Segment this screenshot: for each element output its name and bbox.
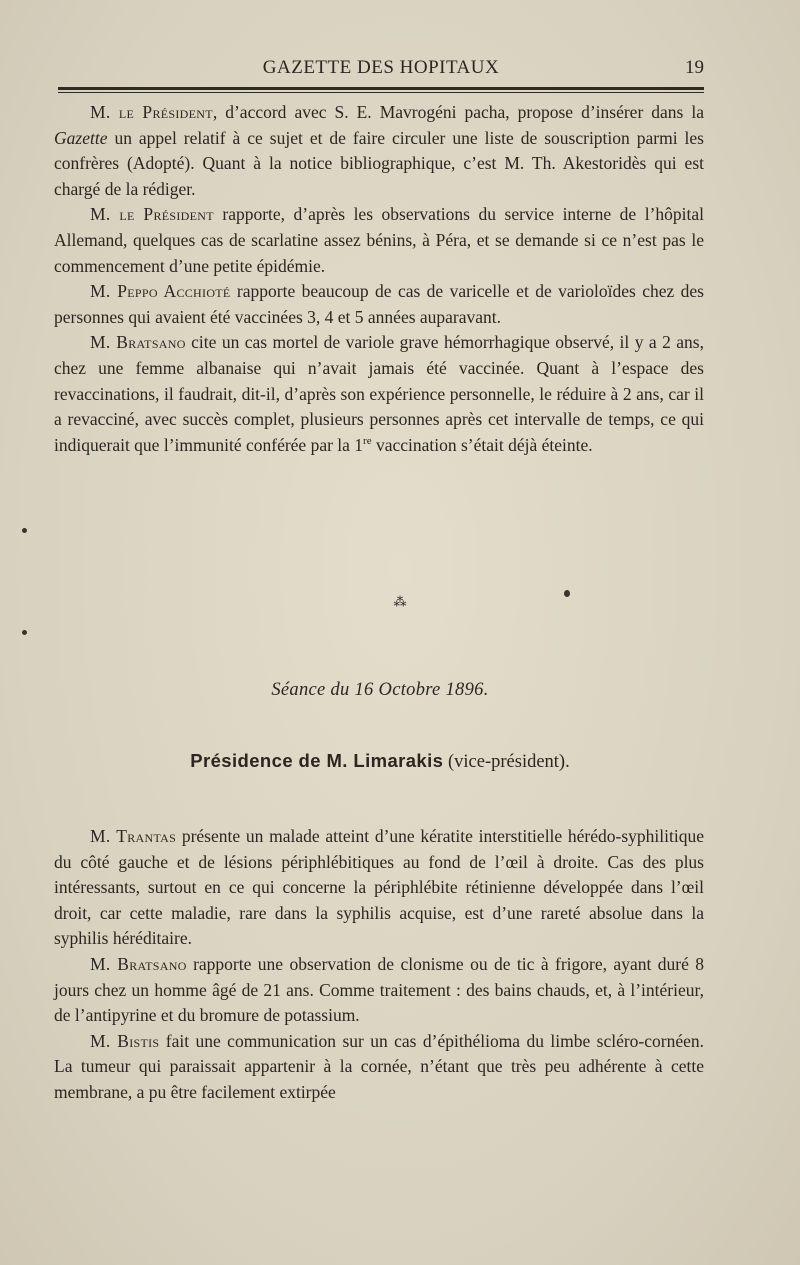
minutes-text-top <box>54 100 704 458</box>
paragraph-text: fait une communication sur un cas d’épithélioma du limbe scléro-cornéen. La tumeur qui paraissait appartenir à la cornée, n’étant que très peu adhérente à cette membrane, a pu être facilement extirpée <box>54 1030 705 1102</box>
paragraph-text: rapporte une observation de clonisme ou de tic à frigore, ayant duré 8 jours chez un homme âgé de 21 ans. Comme traitement : des bains chauds, et, à l’intérieur, de l’antipyrine et du bromure de potassium. <box>54 953 705 1026</box>
speaker-name: M. le Président <box>90 102 213 122</box>
journal-name: Gazette <box>54 127 108 148</box>
header-rule <box>58 87 704 90</box>
paragraph-text: présente un malade atteint d’une kératite interstitielle hérédo-syphilitique du côté gauche et de lésions périphlébitiques au fond de l’œil à droite. Cas des plus intéressants, surtout en ce qui concerne la périphlébite rétinienne développée dans l’œil droit, car cette maladie, rare dans la syphilis acquise, est d’une rareté absolue dans la syphilis héréditaire. <box>54 826 704 949</box>
paragraph-text: vaccination s’était déjà éteinte. <box>371 434 593 455</box>
paragraph-text: cite un cas mortel de variole grave hémorrhagique observé, il y a 2 ans, chez une femme albanaise qui n’avait jamais été vaccinée. Quant à l’espace des revaccinations, il faudrait, dit-il, d’après son expérience personnelle, le réduire à 2 ans, car il a revacciné, avec succès complet, plusieurs personnes après cet intervalle de temps, ce qui indiquerait que l’immunité conférée par la 1 <box>54 332 704 455</box>
paragraph <box>54 330 704 458</box>
superscript: re <box>363 434 372 447</box>
paragraph <box>54 202 704 279</box>
speaker-name: M. Peppo Acchioté <box>90 281 231 302</box>
paragraph <box>54 1029 704 1106</box>
paragraph-text: un appel relatif à ce sujet et de faire circuler une liste de souscription parmi les confrères (Adopté). Quant à la notice bibliographique, c’est M. Th. Akestoridès qui est chargé de la rédiger. <box>54 127 704 199</box>
header-rule-thin <box>58 92 704 93</box>
presidence-rest: (vice-président). <box>443 752 570 772</box>
speaker-name: M. Bratsano <box>90 953 187 974</box>
paragraph-text: rapporte, d’après les observations du service interne de l’hôpital Allemand, quelques cas de scarlatine assez bénins, à Péra, et se demande si ce n’est pas le commencement d’une petite épidémie. <box>54 204 704 276</box>
page-number: 19 <box>685 57 704 78</box>
speaker-name: M. Bistis <box>90 1030 160 1051</box>
minutes-text-bottom <box>54 824 704 1106</box>
print-speck <box>22 528 27 533</box>
paragraph <box>54 100 704 202</box>
asterism-separator: ⁂ <box>393 594 407 609</box>
presidence-line <box>0 750 760 773</box>
paragraph <box>54 824 704 952</box>
presidence-bold: Présidence de M. Limarakis <box>190 750 444 771</box>
running-header <box>58 57 704 83</box>
print-speck <box>564 590 570 597</box>
speaker-name: M. Trantas <box>90 826 177 846</box>
paragraph <box>54 279 704 330</box>
speaker-name: M. le Président <box>90 204 214 225</box>
paragraph-text: rapporte beaucoup de cas de varicelle et de varioloïdes chez des personnes qui avaient été vaccinées 3, 4 et 5 années auparavant. <box>54 281 704 327</box>
running-title: GAZETTE DES HOPITAUX <box>262 57 500 78</box>
paragraph <box>54 952 704 1029</box>
paragraph-text: , d’accord avec S. E. Mavrogéni pacha, propose d’insérer dans la <box>212 102 704 122</box>
speaker-name: M. Bratsano <box>90 332 186 353</box>
session-title: Séance du 16 Octobre 1896. <box>271 680 489 700</box>
print-speck <box>22 630 27 635</box>
